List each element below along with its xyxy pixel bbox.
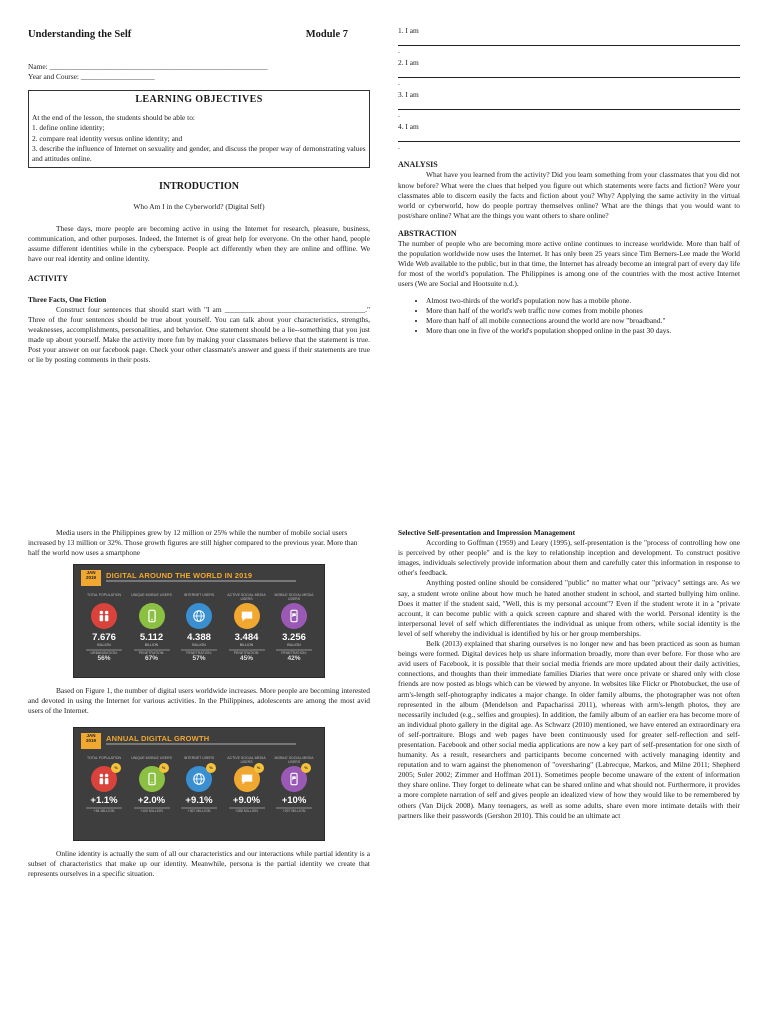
figure-1-stats (82, 593, 316, 663)
stat-label: TOTAL POPULATION (86, 593, 122, 598)
analysis-paragraph: What have you learned from the activity? Did you learn something from your classmates that you did not know before? What were the clues that helped you figure out which statements were facts and fiction? Were your classmates able to discern easily the facts and fiction about you? Why? Applying the same activity in the virtual world or cyberworld, how do people portray themselves online? What are the things that you would want to post/share online? What are the things you want others to share online? (398, 170, 740, 220)
stat-change: +367 MILLION (187, 808, 211, 813)
figure-2-annual-digital-growth (73, 727, 325, 841)
stat-unit: BILLION (97, 643, 111, 648)
stat-column (225, 593, 269, 663)
year-course-field-line: Year and Course: ____________________ (28, 72, 155, 82)
answer-line-1[interactable]: 1. I am . (398, 26, 740, 54)
stat-label: TOTAL POPULATION (86, 755, 122, 760)
answer-label: 2. I am (398, 58, 419, 68)
report-badge: JAN 2019 (81, 733, 101, 749)
abstraction-bullet-list (398, 296, 740, 336)
stat-unit: BILLION (287, 643, 301, 648)
learning-objectives-box (28, 90, 370, 168)
percent-badge: % (206, 763, 216, 773)
stat-label: INTERNET USERS (183, 593, 215, 598)
stat-label: ACTIVE SOCIAL MEDIA USERS (227, 593, 266, 602)
stat-change: +100 MILLION (140, 808, 163, 813)
percent-badge: % (159, 763, 169, 773)
stat-label: INTERNET USERS (183, 755, 215, 760)
stat-sub-label: PENETRATION: (138, 651, 165, 656)
stat-column (177, 593, 221, 663)
figure-1-digital-around-the-world (73, 564, 325, 678)
stat-column (82, 756, 126, 813)
learning-objectives-title: LEARNING OBJECTIVES (135, 94, 263, 106)
stat-value: +9.1% (185, 794, 213, 806)
stat-label: ACTIVE SOCIAL MEDIA USERS (227, 755, 266, 764)
list-item: • More than half of the world's web traffic now comes from mobile phones (426, 306, 740, 316)
objective-item: 3. describe the influence of Internet on sexuality and gender, and discuss the proper way of demonstrating values and attitudes online. (32, 143, 366, 163)
course-title: Understanding the Self (28, 29, 132, 40)
selective-paragraph-1: According to Goffman (1959) and Leary (1995), self-presentation is the "process of controlling how one is perceived by other people" and is the key to relationship inception and development. To construct positive images, individuals selectively provide information about them and carefully cater this information in response to other's feedback. (398, 538, 740, 578)
stat-percentage: 56% (97, 655, 111, 663)
answer-line-2[interactable]: 2. I am . (398, 58, 740, 86)
stat-label: UNIQUE MOBILE USERS (131, 593, 172, 598)
percent-badge: % (301, 763, 311, 773)
report-badge: JAN 2019 (81, 570, 101, 586)
stat-label: UNIQUE MOBILE USERS (131, 755, 172, 760)
objective-item: 2. compare real identity versus online identity; and (32, 133, 183, 143)
stat-column (177, 756, 221, 813)
page-top-right (398, 26, 740, 506)
percent-badge: % (111, 763, 121, 773)
answer-line-4[interactable]: 4. I am . (398, 122, 740, 150)
stat-sub-label: PENETRATION: (186, 651, 212, 656)
mobile-chat-icon (281, 603, 307, 629)
stat-value: 3.484 (234, 632, 259, 644)
introduction-paragraph: These days, more people are becoming active in using the Internet for research, pleasure, business, communication, and other purposes. Indeed, the Internet is of great help for everyone. On the other hand, people assume different identities while in the cyberspace. People act differently when they are online and offline. We have our real identity and online identity. (28, 224, 370, 264)
stat-value: 3.256 (282, 632, 306, 644)
activity-title: ACTIVITY (28, 274, 69, 284)
stat-column (130, 593, 174, 663)
page-bottom-right (398, 528, 740, 998)
media-paragraph: Media users in the Philippines grew by 12 million or 25% while the number of mobile social users increased by 13 million or 32%. Those growth figures are still higher compared to the previous year. More than half the world now uses a smartphone (28, 528, 358, 558)
stat-unit: BILLION (192, 643, 206, 648)
analysis-title: ANALYSIS (398, 160, 438, 170)
stat-column (272, 756, 316, 813)
globe-icon (186, 766, 212, 792)
selective-paragraph-2: Anything posted online should be considered "public" no matter what our "privacy" settings are. As we say, a student wrote online about how much he hated another student in school, and started bullying him online. Does it matter if the student said, "Well, this is my personal account"? Even if the student wrote it in a "private account, it can become public with a quick screen capture and shared with the world. Personal identity is the interpersonal level of self which differentiates the individual as unique from others, while social identity is the level of self whereby the individual is identified by his or her group memberships. (398, 578, 740, 638)
list-item: • Almost two-thirds of the world's population now has a mobile phone. (426, 296, 740, 306)
abstraction-paragraph: The number of people who are becoming more active online continues to increase worldwide. More than half of the population worldwide now uses the Internet. It has only been 25 years since Tim Berners-Lee made the World Wide Web available to the public, but in that time, the Internet has already become an integral part of every day life for most of the world's population. The Philippines is among one of the countries with the most active Internet users (We are Social and Hootsuite n.d.). (398, 239, 740, 289)
mobile-chat-icon (281, 766, 307, 792)
online-identity-paragraph: Online identity is actually the sum of all our characteristics and our interactions while partial identity is a subset of characteristics that make up our identity. Meanwhile, persona is the partial identity we create that represents ourselves in a specific situation. (28, 848, 370, 878)
stat-percentage: 57% (192, 655, 206, 663)
name-field-line: Name: ___________________________________________________________ (28, 62, 268, 72)
phone-icon (139, 603, 165, 629)
stat-value: +10% (281, 794, 307, 806)
stat-percentage: 67% (144, 655, 158, 663)
chat-icon (234, 603, 260, 629)
answer-line-3[interactable]: 3. I am . (398, 90, 740, 118)
module-number: Module 7 (305, 29, 348, 40)
list-item: • More than half of all mobile connections around the world are now "broadband." (426, 316, 740, 326)
stat-column (130, 756, 174, 813)
introduction-title: INTRODUCTION (158, 180, 239, 192)
stat-unit: BILLION (239, 643, 254, 648)
people-icon (91, 766, 117, 792)
abstraction-title: ABSTRACTION (398, 228, 457, 238)
people-icon (91, 603, 117, 629)
stat-percentage: 45% (239, 655, 253, 663)
stat-column (225, 756, 269, 813)
objective-item: 1. define online identity; (32, 123, 105, 133)
module-header (28, 30, 370, 40)
stat-value: 7.676 (92, 632, 116, 644)
stat-sub-label: PENETRATION: (281, 651, 307, 656)
activity-subtitle: Three Facts, One Fiction (28, 294, 107, 304)
stat-sub-label: PENETRATION: (233, 651, 260, 656)
stat-percentage: 42% (287, 655, 301, 663)
figure-2-stats (82, 756, 316, 813)
figure-1-description: Based on Figure 1, the number of digital users worldwide increases. More people are becoming interested and devoted in using the Internet for various activities. In the Philippines, adolescents are among the most avid users of the Internet. (28, 686, 370, 716)
phone-icon (139, 766, 165, 792)
selective-title: Selective Self-presentation and Impression Management (398, 528, 576, 537)
globe-icon (186, 603, 212, 629)
stat-unit: BILLION (144, 643, 159, 648)
answer-label: 4. I am (398, 122, 419, 132)
stat-label: MOBILE SOCIAL MEDIA USERS (274, 593, 314, 602)
stat-column (272, 593, 316, 663)
stat-change: +288 MILLION (235, 808, 258, 813)
percent-badge: % (254, 763, 264, 773)
figure-1-title: DIGITAL AROUND THE WORLD IN 2019 (106, 571, 253, 581)
stat-value: +9.0% (232, 794, 261, 806)
stat-column (82, 593, 126, 663)
stat-value: +1.1% (90, 794, 118, 806)
stat-value: +2.0% (137, 794, 166, 806)
figure-2-title: ANNUAL DIGITAL GROWTH (106, 733, 210, 743)
objectives-intro: At the end of the lesson, the students should be able to: (32, 113, 195, 123)
chat-icon (234, 766, 260, 792)
stat-sub-label: URBANISATION: (90, 651, 118, 656)
page-bottom-left (28, 528, 370, 998)
selective-paragraph-3: Belk (2013) explained that sharing ourselves is no longer new and has been practiced as soon as human beings were formed. Digital devices help us share information broadly, more than ever before. For those who are avid users of Facebook, it is possible that their social media friends are more updated about their daily activities, connections, and thoughts than their immediate families Diaries that were once private or shared only with close friends are now posted as blogs which can be viewed by anyone. In websites like Flickr or Photobucket, the use of arm's-length self-photography indicates a major change. In older family albums, the photographer was not often represented in the album (Mendelson and Papacharissi 2011), whereas with arm's-length photos, they are necessarily included (e.g., selfies and groupies). In addition, the family album of an earlier era has become more of an individual photo gallery in the digital age. As Schwarz (2010) mentioned, we have entered an extraordinary era of self-portraiture. Blogs and web pages have been continuously used for greater self-reflection and self-presentation. Facebook and other social media applications are now a key part of self-presentation for one sixth of humanity. As a result, researchers and participants become concerned with actively managing identity and reputation and to warn against the phenomenon of "oversharing" (Labrecque, Markos, and Milne 2011; Shepherd 2005; Suler 2002; Zimmer and Hoffman 2011). Sometimes people become unaware of the extent of information they share online. They forget to delineate what can be shared online and what should not. Furthermore, it provides a more complete narration of self and gives people an idealized view of how they would like to be remembered by others (Van Dijck 2008). Many teenagers, as well as some adults, share even more intimate details with their partners like their passwords (Gershon 2010). This could be an ultimate act (398, 639, 740, 820)
page-top-left (28, 26, 370, 506)
stat-change: +84 MILLION (93, 808, 115, 813)
activity-paragraph: Construct four sentences that should start with "I am ______________________________________." Three of the four sentences should be true about yourself. You can talk about your characteristics, strengths, weaknesses, accomplishments, personalities, and behavior. One statement should be a lie--something that you just made up about yourself. Make the activity more fun by making your classmates believe that the statement is true. Post your answer on our facebook page. Check your other classmate's answer and guess if their statements are true or lie by posting comments in their posts. (28, 304, 370, 365)
stat-change: +297 MILLION (282, 808, 306, 813)
answer-label: 3. I am (398, 90, 419, 100)
answer-label: 1. I am (398, 26, 419, 35)
introduction-subtitle: Who Am I in the Cyberworld? (Digital Self) (133, 201, 265, 211)
stat-label: MOBILE SOCIAL MEDIA USERS (274, 755, 314, 764)
list-item: • More than one in five of the world's population shopped online in the past 30 days. (426, 326, 740, 336)
stat-value: 5.112 (139, 632, 164, 644)
stat-value: 4.388 (187, 632, 211, 644)
